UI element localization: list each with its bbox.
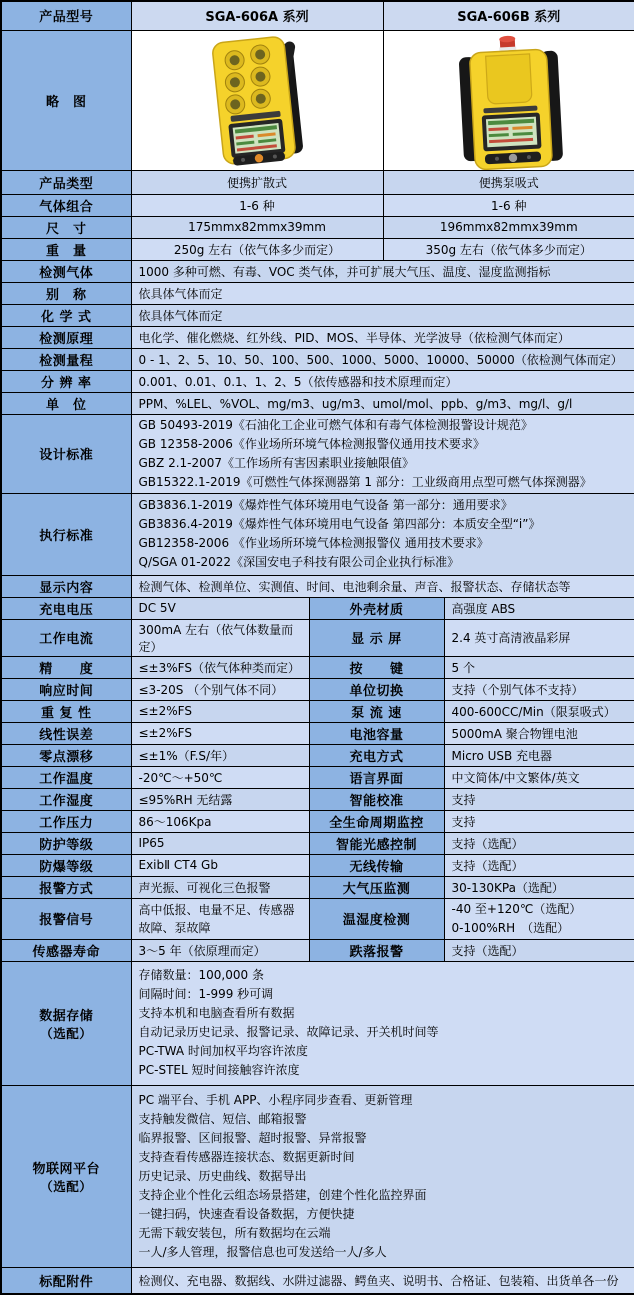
label-sensor-life: 传感器寿命 <box>1 939 131 961</box>
label-unit: 单 位 <box>1 392 131 414</box>
iot-line: PC 端平台、手机 APP、小程序同步查看、更新管理 <box>139 1091 628 1110</box>
inlet-cap-icon <box>498 35 516 52</box>
label-work-temp: 工作温度 <box>1 766 131 788</box>
row-linearity <box>1 722 634 744</box>
row-display-content <box>1 575 634 597</box>
value-resolution: 0.001、0.01、0.1、1、2、5（依传感器和技术原理而定） <box>131 370 634 392</box>
iot-line: 临界报警、区间报警、超时报警、异常报警 <box>139 1129 628 1148</box>
value-range: 0 - 1、2、5、10、50、100、500、1000、5000、10000、50000（依检测气体而定） <box>131 348 634 370</box>
iot-line: 一键扫码，快速查看设备数据，方便快捷 <box>139 1205 628 1224</box>
label-display-content: 显示内容 <box>1 575 131 597</box>
temp-humidity-line: -40 至+120℃（选配） <box>452 900 628 919</box>
label-iot-platform <box>1 1085 131 1267</box>
label-sketch: 略 图 <box>1 30 131 170</box>
row-size <box>1 216 634 238</box>
label-gas-combo: 气体组合 <box>1 194 131 216</box>
data-storage-line: 间隔时间：1-999 秒可调 <box>139 985 628 1004</box>
iot-line: 一人/多人管理，报警信息也可发送给一人/多人 <box>139 1243 628 1262</box>
row-unit <box>1 392 634 414</box>
label-lifecycle-monitor: 全生命周期监控 <box>309 810 444 832</box>
value-language: 中文简体/中文繁体/英文 <box>444 766 634 788</box>
exec-standard-line: Q/SGA 01-2022《深国安电子科技有限公司企业执行标准》 <box>139 553 628 572</box>
label-current: 工作电流 <box>1 619 131 656</box>
value-pressure-monitor: 30-130KPa（选配） <box>444 876 634 898</box>
label-linearity: 线性误差 <box>1 722 131 744</box>
value-work-pressure: 86～106Kpa <box>131 810 309 832</box>
iot-line: 支持企业个性化云组态场景搭建，创建个性化监控界面 <box>139 1186 628 1205</box>
value-unit: PPM、%LEL、%VOL、mg/m3、ug/m3、umol/mol、ppb、g/m3、mg/l、g/l <box>131 392 634 414</box>
exec-standard-line: GB12358-2006 《作业场所环境气体检测报警仪 通用技术要求》 <box>139 534 628 553</box>
value-accuracy: ≤±3%FS（依气体种类而定） <box>131 656 309 678</box>
value-formula: 依具体气体而定 <box>131 304 634 326</box>
value-alarm-signal: 高中低报、电量不足、传感器故障、泵故障 <box>131 898 309 939</box>
label-data-storage <box>1 961 131 1085</box>
row-zero-drift <box>1 744 634 766</box>
value-display-screen: 2.4 英寸高清液晶彩屏 <box>444 619 634 656</box>
label-work-humidity: 工作湿度 <box>1 788 131 810</box>
iot-label-line: （选配） <box>3 1177 130 1195</box>
value-size-b: 196mmx82mmx39mm <box>383 216 634 238</box>
value-explosion-proof: ExibⅡ CT4 Gb <box>131 854 309 876</box>
label-design-standard: 设计标准 <box>1 414 131 493</box>
data-storage-line: 自动记录历史记录、报警记录、故障记录、开关机时间等 <box>139 1023 628 1042</box>
label-language: 语言界面 <box>309 766 444 788</box>
value-exec-standard <box>131 493 634 575</box>
data-storage-label-line: （选配） <box>3 1024 130 1042</box>
row-repeatability <box>1 700 634 722</box>
value-gas-combo-a: 1-6 种 <box>131 194 383 216</box>
design-standard-line: GBZ 2.1-2007《工作场所有害因素职业接触限值》 <box>139 454 628 473</box>
value-drop-alarm: 支持（选配） <box>444 939 634 961</box>
value-work-humidity: ≤95%RH 无结露 <box>131 788 309 810</box>
value-repeatability: ≤±2%FS <box>131 700 309 722</box>
value-charge-voltage: DC 5V <box>131 597 309 619</box>
data-storage-line: PC-TWA 时间加权平均容许浓度 <box>139 1042 628 1061</box>
label-weight: 重 量 <box>1 238 131 260</box>
iot-line: 支持查看传感器连接状态、数据更新时间 <box>139 1148 628 1167</box>
label-work-pressure: 工作压力 <box>1 810 131 832</box>
label-repeatability: 重 复 性 <box>1 700 131 722</box>
row-product-type <box>1 170 634 194</box>
label-light-sensor-control: 智能光感控制 <box>309 832 444 854</box>
value-battery-capacity: 5000mA 聚合物锂电池 <box>444 722 634 744</box>
label-principle: 检测原理 <box>1 326 131 348</box>
row-work-humidity <box>1 788 634 810</box>
sketch-cell-a <box>131 30 383 170</box>
row-response-time <box>1 678 634 700</box>
value-product-type-b: 便携泵吸式 <box>383 170 634 194</box>
label-pump-flow: 泵 流 速 <box>309 700 444 722</box>
sketch-row <box>1 30 634 170</box>
value-sensor-life: 3～5 年（依原理而定） <box>131 939 309 961</box>
value-charge-method: Micro USB 充电器 <box>444 744 634 766</box>
label-shell-material: 外壳材质 <box>309 597 444 619</box>
row-formula <box>1 304 634 326</box>
label-drop-alarm: 跌落报警 <box>309 939 444 961</box>
iot-line: 历史记录、历史曲线、数据导出 <box>139 1167 628 1186</box>
row-sensor-life <box>1 939 634 961</box>
label-detect-gas: 检测气体 <box>1 260 131 282</box>
label-pressure-monitor: 大气压监测 <box>309 876 444 898</box>
value-display-content: 检测气体、检测单位、实测值、时间、电池剩余量、声音、报警状态、存储状态等 <box>131 575 634 597</box>
row-alias <box>1 282 634 304</box>
value-size-a: 175mmx82mmx39mm <box>131 216 383 238</box>
header-label-product-model: 产品型号 <box>1 1 131 30</box>
value-design-standard <box>131 414 634 493</box>
row-gas-combo <box>1 194 634 216</box>
label-charge-voltage: 充电电压 <box>1 597 131 619</box>
label-alias: 别 称 <box>1 282 131 304</box>
value-product-type-a: 便携扩散式 <box>131 170 383 194</box>
label-unit-switch: 单位切换 <box>309 678 444 700</box>
iot-line: 无需下载安装包，所有数据均在云端 <box>139 1224 628 1243</box>
row-work-temp <box>1 766 634 788</box>
value-shell-material: 高强度 ABS <box>444 597 634 619</box>
label-protection-level: 防护等级 <box>1 832 131 854</box>
value-protection-level: IP65 <box>131 832 309 854</box>
temp-humidity-line: 0-100%RH （选配） <box>452 919 628 938</box>
row-alarm-signal <box>1 898 634 939</box>
header-series-a: SGA-606A 系列 <box>131 1 383 30</box>
iot-line: 支持触发微信、短信、邮箱报警 <box>139 1110 628 1129</box>
design-standard-line: GB 12358-2006《作业场所环境气体检测报警仪通用技术要求》 <box>139 435 628 454</box>
row-range <box>1 348 634 370</box>
label-alarm-mode: 报警方式 <box>1 876 131 898</box>
data-storage-label-line: 数据存储 <box>39 1009 93 1024</box>
value-unit-switch: 支持（个别气体不支持） <box>444 678 634 700</box>
value-detect-gas: 1000 多种可燃、有毒、VOC 类气体，并可扩展大气压、温度、湿度监测指标 <box>131 260 634 282</box>
label-battery-capacity: 电池容量 <box>309 722 444 744</box>
value-work-temp: -20℃～+50℃ <box>131 766 309 788</box>
value-gas-combo-b: 1-6 种 <box>383 194 634 216</box>
value-wireless: 支持（选配） <box>444 854 634 876</box>
label-response-time: 响应时间 <box>1 678 131 700</box>
label-accessories: 标配附件 <box>1 1267 131 1294</box>
label-size: 尺 寸 <box>1 216 131 238</box>
value-lifecycle-monitor: 支持 <box>444 810 634 832</box>
label-temp-humidity-detect: 温湿度检测 <box>309 898 444 939</box>
row-alarm-mode <box>1 876 634 898</box>
row-accessories <box>1 1267 634 1294</box>
row-principle <box>1 326 634 348</box>
row-current <box>1 619 634 656</box>
value-iot-platform <box>131 1085 634 1267</box>
row-protection-level <box>1 832 634 854</box>
label-alarm-signal: 报警信号 <box>1 898 131 939</box>
label-resolution: 分 辨 率 <box>1 370 131 392</box>
device-a-diffusion-image <box>132 31 384 170</box>
row-detect-gas <box>1 260 634 282</box>
label-explosion-proof: 防爆等级 <box>1 854 131 876</box>
value-linearity: ≤±2%FS <box>131 722 309 744</box>
design-standard-line: GB15322.1-2019《可燃性气体探测器第 1 部分：工业级商用点型可燃气体探测器》 <box>139 473 628 492</box>
label-wireless: 无线传输 <box>309 854 444 876</box>
device-b-pump-image <box>384 31 634 170</box>
exec-standard-line: GB3836.1-2019《爆炸性气体环境用电气设备 第一部分：通用要求》 <box>139 496 628 515</box>
header-row <box>1 1 634 30</box>
value-buttons: 5 个 <box>444 656 634 678</box>
value-current: 300mA 左右（依气体数量而定） <box>131 619 309 656</box>
label-smart-calibration: 智能校准 <box>309 788 444 810</box>
data-storage-line: 支持本机和电脑查看所有数据 <box>139 1004 628 1023</box>
row-data-storage <box>1 961 634 1085</box>
value-weight-a: 250g 左右（依气体多少而定） <box>131 238 383 260</box>
label-formula: 化 学 式 <box>1 304 131 326</box>
value-principle: 电化学、催化燃烧、红外线、PID、MOS、半导体、光学波导（依检测气体而定） <box>131 326 634 348</box>
sketch-cell-b <box>383 30 634 170</box>
value-alias: 依具体气体而定 <box>131 282 634 304</box>
value-data-storage <box>131 961 634 1085</box>
row-charge-voltage <box>1 597 634 619</box>
row-weight <box>1 238 634 260</box>
row-exec-standard <box>1 493 634 575</box>
label-display-screen: 显 示 屏 <box>309 619 444 656</box>
row-iot-platform <box>1 1085 634 1267</box>
iot-label-line: 物联网平台 <box>32 1162 100 1177</box>
label-accuracy: 精 度 <box>1 656 131 678</box>
design-standard-line: GB 50493-2019《石油化工企业可燃气体和有毒气体检测报警设计规范》 <box>139 416 628 435</box>
label-charge-method: 充电方式 <box>309 744 444 766</box>
label-zero-drift: 零点漂移 <box>1 744 131 766</box>
row-design-standard <box>1 414 634 493</box>
value-pump-flow: 400-600CC/Min（限泵吸式） <box>444 700 634 722</box>
value-light-sensor-control: 支持（选配） <box>444 832 634 854</box>
row-work-pressure <box>1 810 634 832</box>
value-temp-humidity-detect <box>444 898 634 939</box>
value-alarm-mode: 声光振、可视化三色报警 <box>131 876 309 898</box>
data-storage-line: PC-STEL 短时间接触容许浓度 <box>139 1061 628 1080</box>
row-explosion-proof <box>1 854 634 876</box>
value-weight-b: 350g 左右（依气体多少而定） <box>383 238 634 260</box>
label-buttons: 按 键 <box>309 656 444 678</box>
label-product-type: 产品类型 <box>1 170 131 194</box>
row-resolution <box>1 370 634 392</box>
exec-standard-line: GB3836.4-2019《爆炸性气体环境用电气设备 第四部分：本质安全型“i”》 <box>139 515 628 534</box>
label-exec-standard: 执行标准 <box>1 493 131 575</box>
value-accessories: 检测仪、充电器、数据线、水阱过滤器、鳄鱼夹、说明书、合格证、包装箱、出货单各一份 <box>131 1267 634 1294</box>
data-storage-line: 存储数量：100,000 条 <box>139 966 628 985</box>
header-series-b: SGA-606B 系列 <box>383 1 634 30</box>
value-zero-drift: ≤±1%（F.S/年） <box>131 744 309 766</box>
value-response-time: ≤3-20S （个别气体不同） <box>131 678 309 700</box>
value-smart-calibration: 支持 <box>444 788 634 810</box>
label-range: 检测量程 <box>1 348 131 370</box>
row-accuracy <box>1 656 634 678</box>
